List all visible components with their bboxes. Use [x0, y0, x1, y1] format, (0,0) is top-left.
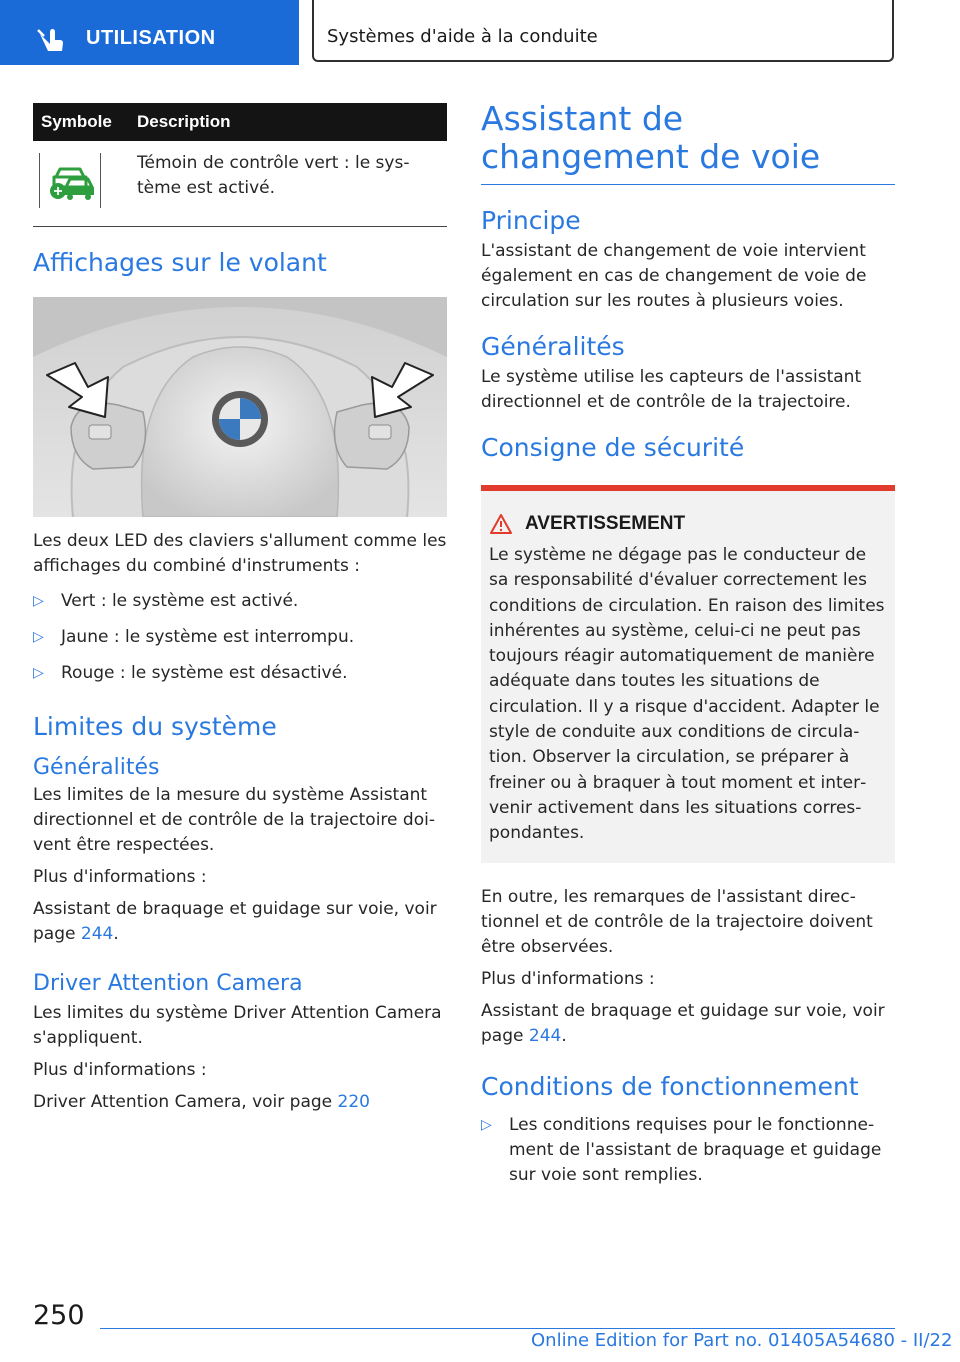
page-number: 250 [33, 1300, 85, 1331]
more-info-label: Plus d'informations : [33, 1060, 207, 1080]
description-column-header: Description [129, 103, 447, 141]
bullet-triangle-icon: ▷ [481, 1116, 492, 1133]
also-text: En outre, les remarques de l'assistant directionnel et de contrôle de la trajectoire doivent être observées. [481, 886, 873, 957]
list-item: ▷ Jaune : le système est interrompu. [33, 625, 447, 650]
steering-caption: Les deux LED des claviers s'allument comme les affichages du combiné d'instruments : [33, 531, 447, 576]
general-text: Les limites de la mesure du système Assistant directionnel et de contrôle de la trajectoire doivent être respectées. [33, 785, 435, 855]
section-tab [0, 0, 299, 65]
symbol-cell [33, 141, 129, 227]
dac-text: Les limites du système Driver Attention Camera s'appliquent. [33, 1003, 442, 1048]
principle-text: L'assistant de changement de voie intervient également en cas de changement de voie de circulation sur les routes à plusieurs voies. [481, 241, 867, 311]
reference-text: Assistant de braquage et guidage sur voie, voir page 244. [481, 1000, 885, 1046]
symbol-column-header: Symbole [33, 103, 129, 141]
bullet-triangle-icon: ▷ [33, 593, 44, 609]
principle-heading: Principe [481, 206, 581, 235]
more-info-label: Plus d'informations : [33, 867, 207, 887]
general-heading: Généralités [33, 755, 160, 780]
chapter-header [312, 0, 894, 62]
right-column [481, 100, 895, 1199]
hand-pointer-icon [36, 24, 66, 54]
reference-text: Assistant de braquage et guidage sur voie, voir page 244. [33, 899, 437, 944]
list-item: ▷ Rouge : le système est désactivé. [33, 661, 447, 686]
warning-triangle-icon [489, 513, 513, 535]
lane-change-assistant-green-icon [39, 153, 101, 208]
steering-display-heading: Affichages sur le volant [33, 248, 327, 277]
led-state-list [33, 589, 447, 686]
symbol-table [33, 103, 447, 227]
main-heading: Assistant de changement de voie [481, 99, 821, 176]
driver-attention-camera-heading: Driver Attention Camera [33, 971, 303, 996]
bullet-triangle-icon: ▷ [33, 629, 44, 645]
warning-title: AVERTISSEMENT [525, 513, 686, 534]
table-row [33, 141, 447, 227]
conditions-heading: Conditions de fonctionnement [481, 1071, 859, 1101]
steering-wheel-image [33, 297, 447, 517]
footer-rule [100, 1328, 895, 1329]
safety-heading: Consigne de sécurité [481, 433, 745, 462]
list-item: ▷ Les conditions requises pour le fonctionnement de l'assistant de braquage et guidage sur voie sont remplies. [481, 1114, 882, 1185]
chapter-title: Systèmes d'aide à la conduite [327, 26, 598, 47]
description-cell: Témoin de contrôle vert : le système est activé. [129, 141, 447, 227]
conditions-list [481, 1113, 895, 1188]
bullet-triangle-icon: ▷ [33, 665, 44, 681]
list-item: ▷ Vert : le système est activé. [33, 589, 447, 614]
section-label: UTILISATION [86, 27, 216, 49]
heading-rule [481, 184, 895, 185]
system-limits-heading: Limites du système [33, 712, 277, 741]
page-link[interactable]: 244 [80, 924, 114, 944]
general-heading: Généralités [481, 332, 625, 361]
page-link[interactable]: 220 [337, 1092, 370, 1112]
general-text: Le système utilise les capteurs de l'assistant directionnel et de contrôle de la trajectoire. [481, 367, 862, 412]
warning-text: Le système ne dégage pas le conducteur de sa responsabilité d'évaluer correctement les conditions de circulation. En raison des limites inhérentes au système, celui-ci ne peut pas toujours réagir automatiquement de manière adéquate dans toutes les situations de circulation. Il y a risque d'accident. Adapter le style de conduite aux conditions de circulation. Observer la circulation, se préparer à freiner ou à braquer à tout moment et intervenir activement dans les situations correspondantes. [489, 545, 885, 844]
more-info-label: Plus d'informations : [481, 968, 655, 989]
reference-text: Driver Attention Camera, voir page 220 [33, 1092, 370, 1112]
warning-box [481, 485, 895, 863]
left-column [33, 103, 447, 1115]
page-link[interactable]: 244 [528, 1025, 562, 1046]
edition-label: Online Edition for Part no. 01405A54680 - II/22 [531, 1330, 953, 1351]
